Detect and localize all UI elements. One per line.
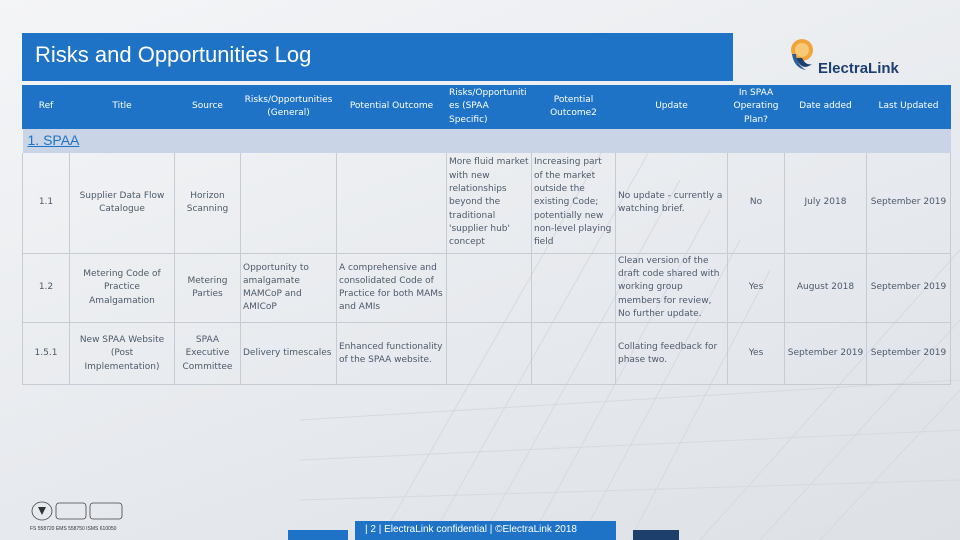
cell-source: Metering Parties (175, 253, 241, 322)
cell-last-updated: September 2019 (867, 253, 951, 322)
cell-source: SPAA Executive Committee (175, 323, 241, 385)
footer-accent-right (633, 530, 679, 540)
cell-update: Collating feedback for phase two. (616, 323, 728, 385)
header-last-updated: Last Updated (867, 86, 951, 129)
cell-risks-spaa (447, 253, 532, 322)
table-header-row (23, 86, 951, 129)
section-title: 1. SPAA (27, 132, 80, 149)
certification-badges-icon (30, 500, 125, 522)
footer-text: | 2 | ElectraLink confidential | ©ElectraLink 2018 (365, 524, 577, 535)
cell-in-plan: Yes (728, 253, 785, 322)
cell-update: No update - currently a watching brief. (616, 153, 728, 254)
cell-potential-outcome-2 (532, 323, 616, 385)
cell-risks-general: Opportunity to amalgamate MAMCoP and AMICoP (241, 253, 337, 322)
header-in-plan: In SPAA Operating Plan? (728, 86, 785, 129)
cell-risks-general (241, 153, 337, 254)
cell-potential-outcome: A comprehensive and consolidated Code of Practice for both MAMs and AMIs (337, 253, 447, 322)
cell-date-added: September 2019 (785, 323, 867, 385)
cell-title: New SPAA Website (Post Implementation) (70, 323, 175, 385)
header-update: Update (616, 86, 728, 129)
page-title: Risks and Opportunities Log (35, 42, 312, 67)
cell-ref: 1.2 (23, 253, 70, 322)
footer-accent-left (288, 530, 348, 540)
cell-potential-outcome (337, 153, 447, 254)
header-potential-outcome: Potential Outcome (337, 86, 447, 129)
cell-title: Metering Code of Practice Amalgamation (70, 253, 175, 322)
header-risks-spaa: Risks/Opportunities (SPAA Specific) (447, 86, 532, 129)
cell-potential-outcome-2 (532, 253, 616, 322)
cell-date-added: July 2018 (785, 153, 867, 254)
cell-in-plan: Yes (728, 323, 785, 385)
brand-name: ElectraLink (818, 60, 899, 77)
cell-title: Supplier Data Flow Catalogue (70, 153, 175, 254)
cell-update: Clean version of the draft code shared with working group members for review, No further update. (616, 253, 728, 322)
header-title: Title (70, 86, 175, 129)
cell-in-plan: No (728, 153, 785, 254)
risks-log-table (22, 85, 951, 385)
cell-last-updated: September 2019 (867, 323, 951, 385)
cell-ref: 1.1 (23, 153, 70, 254)
header-ref: Ref (23, 86, 70, 129)
header-source: Source (175, 86, 241, 129)
cell-potential-outcome: Enhanced functionality of the SPAA website. (337, 323, 447, 385)
cell-last-updated: September 2019 (867, 153, 951, 254)
cell-risks-general: Delivery timescales (241, 323, 337, 385)
header-date-added: Date added (785, 86, 867, 129)
cell-source: Horizon Scanning (175, 153, 241, 254)
header-potential-outcome-2: Potential Outcome2 (532, 86, 616, 129)
header-risks-general: Risks/Opportunities (General) (241, 86, 337, 129)
cell-potential-outcome-2: Increasing part of the market outside the existing Code; potentially new non-level playing field (532, 153, 616, 254)
cell-ref: 1.5.1 (23, 323, 70, 385)
table-row (23, 323, 951, 385)
table-row (23, 153, 951, 254)
cell-risks-spaa: More fluid market with new relationships beyond the traditional 'supplier hub' concept (447, 153, 532, 254)
certifications-caption: FS 558720 EMS 558750 ISMS 610050 (30, 526, 117, 532)
cell-risks-spaa (447, 323, 532, 385)
cell-date-added: August 2018 (785, 253, 867, 322)
section-row (23, 128, 951, 153)
table-row (23, 253, 951, 322)
